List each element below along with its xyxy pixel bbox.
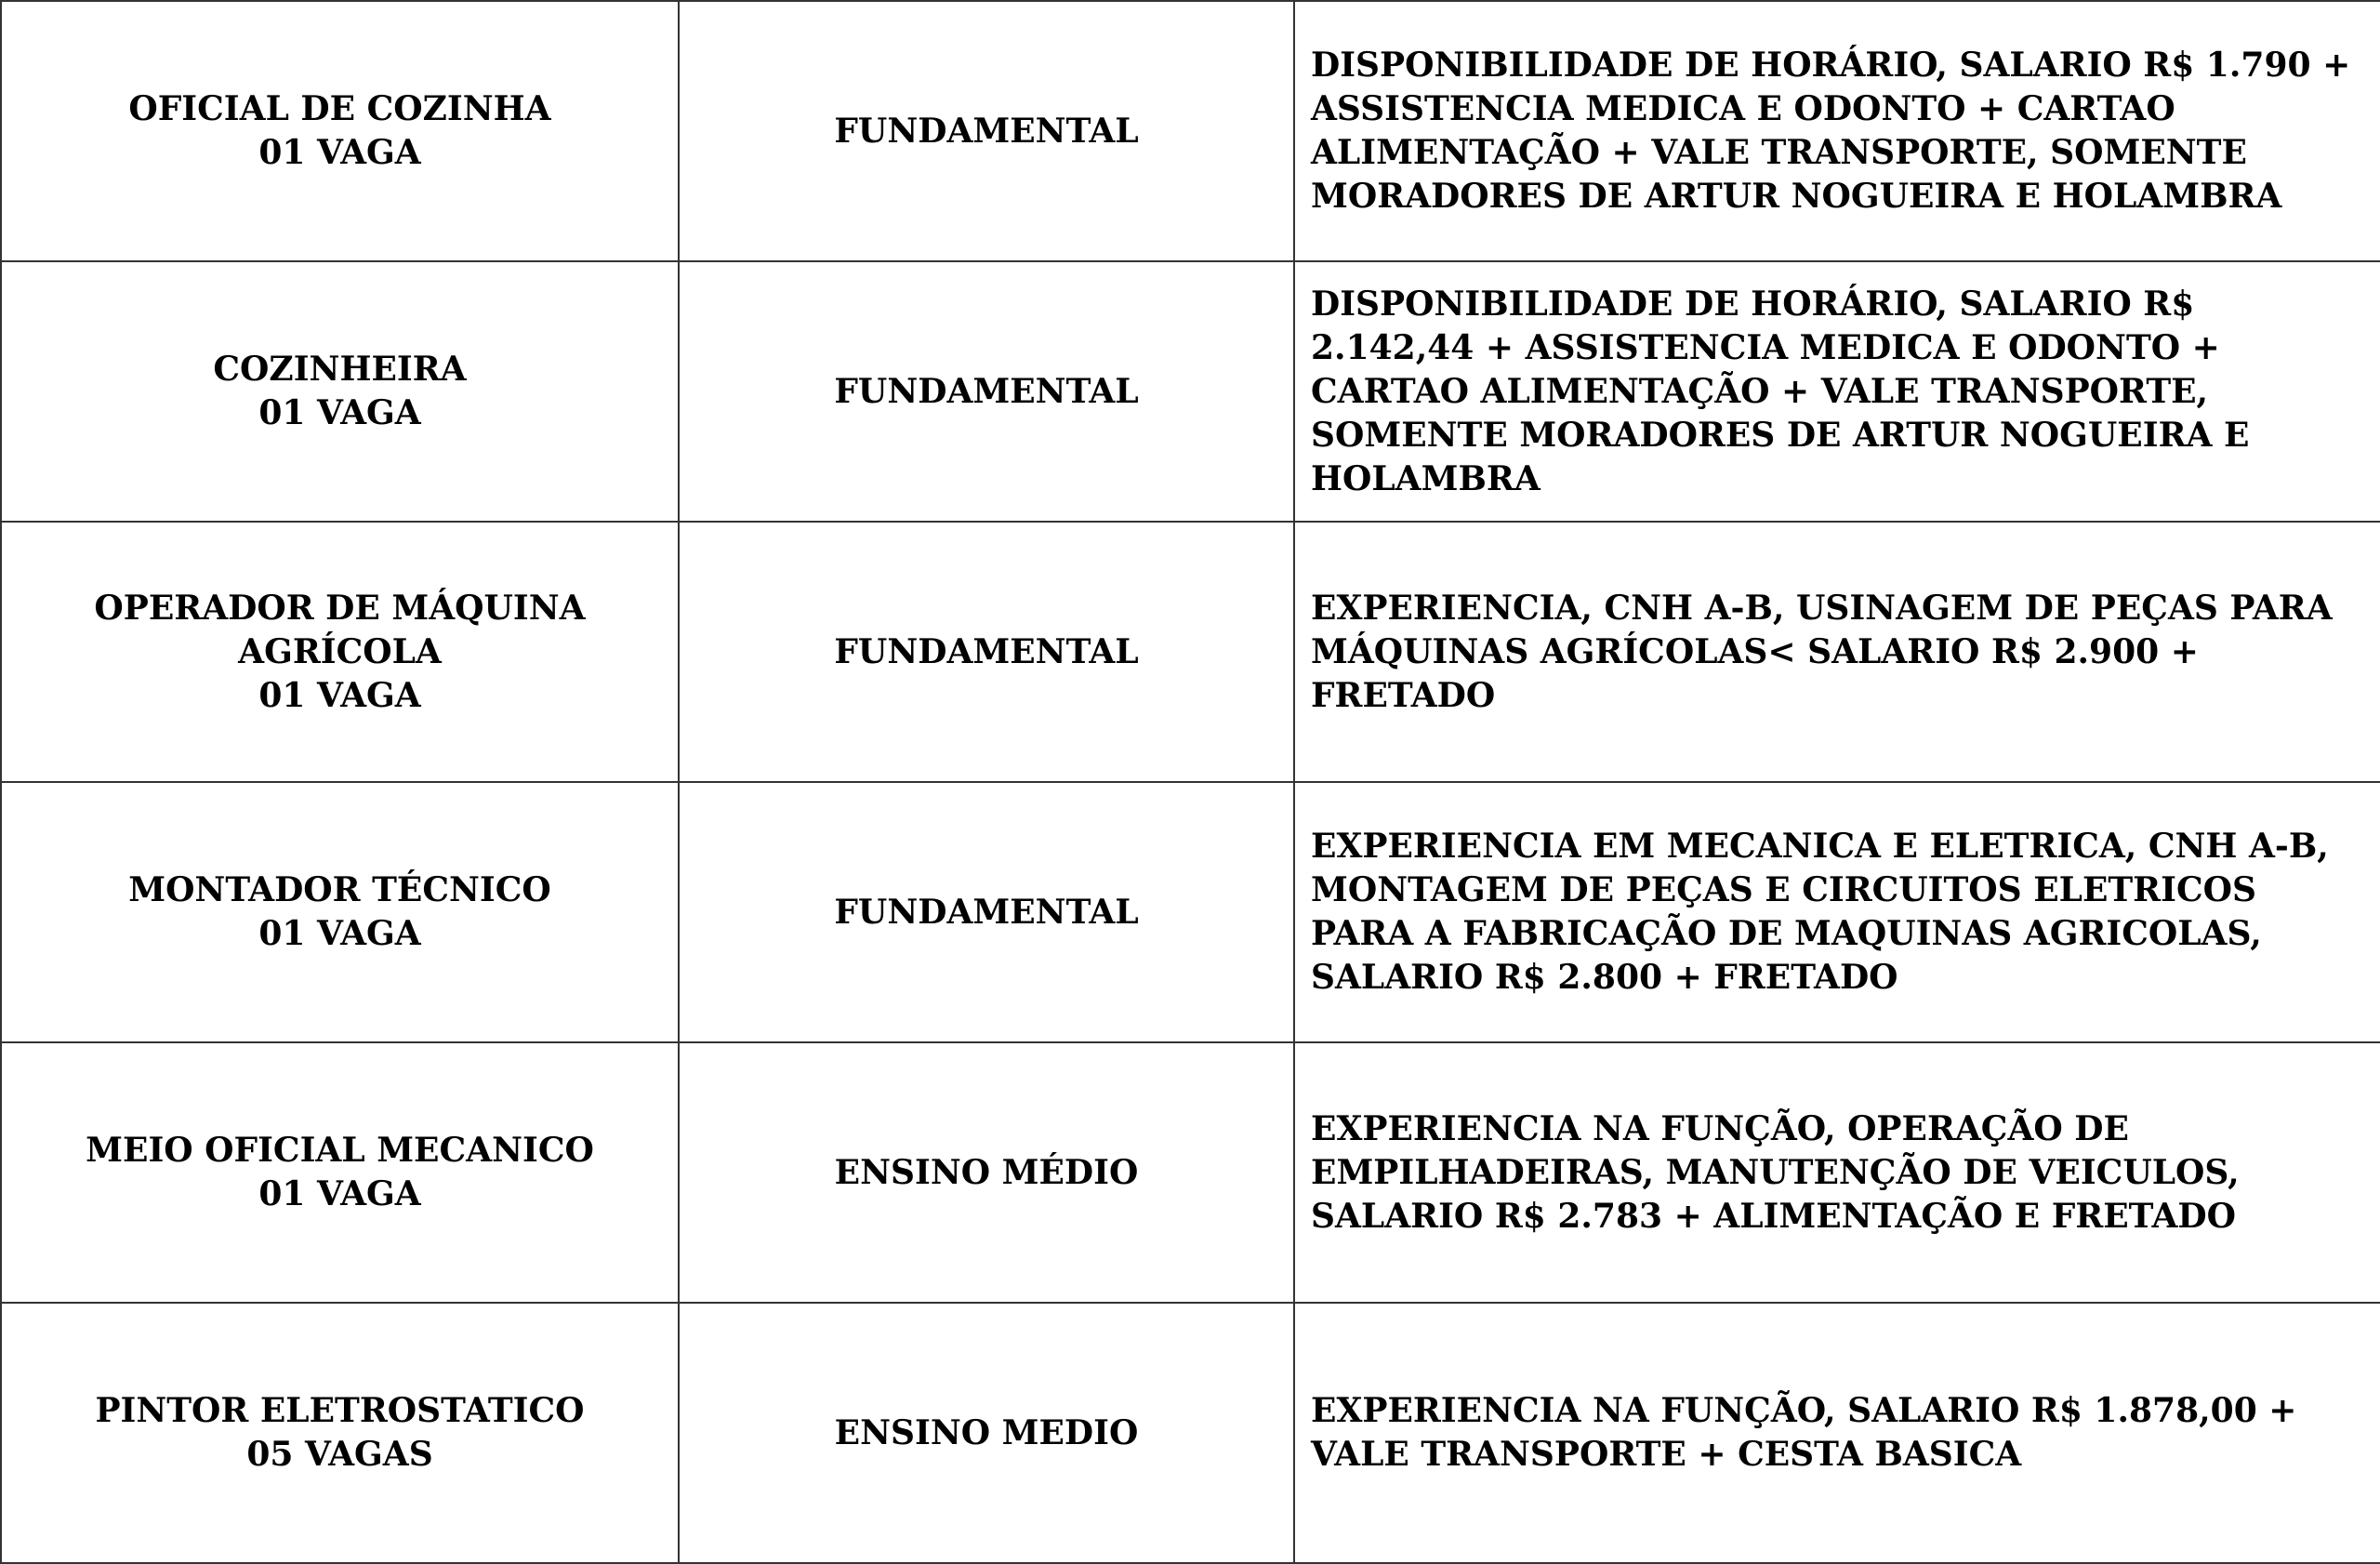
vacancy-count: 01 VAGA [258, 393, 421, 432]
education-level: ENSINO MÉDIO [679, 1042, 1294, 1303]
job-title: MONTADOR TÉCNICO [128, 870, 551, 909]
job-title-cell [1, 782, 679, 1042]
table-row [1, 782, 2380, 1042]
table-row [1, 261, 2380, 522]
table-row [1, 1042, 2380, 1303]
job-requirements: DISPONIBILIDADE DE HORÁRIO, SALARIO R$ 2.142,44 + ASSISTENCIA MEDICA E ODONTO + CARTAO ALIMENTAÇÃO + VALE TRANSPORTE, SOMENTE MORADORES DE ARTUR NOGUEIRA E HOLAMBRA [1294, 261, 2380, 522]
education-level: ENSINO MEDIO [679, 1303, 1294, 1563]
job-title: OPERADOR DE MÁQUINA AGRÍCOLA [94, 588, 586, 671]
vacancy-count: 01 VAGA [258, 133, 421, 172]
job-requirements: EXPERIENCIA, CNH A-B, USINAGEM DE PEÇAS PARA MÁQUINAS AGRÍCOLAS< SALARIO R$ 2.900 + FRETADO [1294, 522, 2380, 782]
job-requirements: DISPONIBILIDADE DE HORÁRIO, SALARIO R$ 1.790 + ASSISTENCIA MEDICA E ODONTO + CARTAO ALIMENTAÇÃO + VALE TRANSPORTE, SOMENTE MORADORES DE ARTUR NOGUEIRA E HOLAMBRA [1294, 1, 2380, 261]
job-title: PINTOR ELETROSTATICO [95, 1391, 585, 1430]
job-title-cell [1, 1, 679, 261]
education-level: FUNDAMENTAL [679, 782, 1294, 1042]
job-title: COZINHEIRA [213, 350, 467, 389]
vacancy-count: 01 VAGA [258, 675, 421, 715]
table-row [1, 522, 2380, 782]
vacancy-count: 05 VAGAS [246, 1435, 433, 1474]
job-title-cell [1, 1303, 679, 1563]
job-requirements: EXPERIENCIA NA FUNÇÃO, OPERAÇÃO DE EMPILHADEIRAS, MANUTENÇÃO DE VEICULOS, SALARIO R$ 2.783 + ALIMENTAÇÃO E FRETADO [1294, 1042, 2380, 1303]
education-level: FUNDAMENTAL [679, 261, 1294, 522]
job-requirements: EXPERIENCIA NA FUNÇÃO, SALARIO R$ 1.878,00 + VALE TRANSPORTE + CESTA BASICA [1294, 1303, 2380, 1563]
job-title: MEIO OFICIAL MECANICO [86, 1131, 594, 1170]
table-row [1, 1303, 2380, 1563]
education-level: FUNDAMENTAL [679, 522, 1294, 782]
vacancy-count: 01 VAGA [258, 914, 421, 953]
table-row [1, 1, 2380, 261]
job-title: OFICIAL DE COZINHA [128, 89, 551, 128]
job-title-cell [1, 522, 679, 782]
job-title-cell [1, 261, 679, 522]
education-level: FUNDAMENTAL [679, 1, 1294, 261]
vacancy-count: 01 VAGA [258, 1174, 421, 1213]
job-title-cell [1, 1042, 679, 1303]
job-requirements: EXPERIENCIA EM MECANICA E ELETRICA, CNH A-B, MONTAGEM DE PEÇAS E CIRCUITOS ELETRICOS PARA A FABRICAÇÃO DE MAQUINAS AGRICOLAS, SALARIO R$ 2.800 + FRETADO [1294, 782, 2380, 1042]
